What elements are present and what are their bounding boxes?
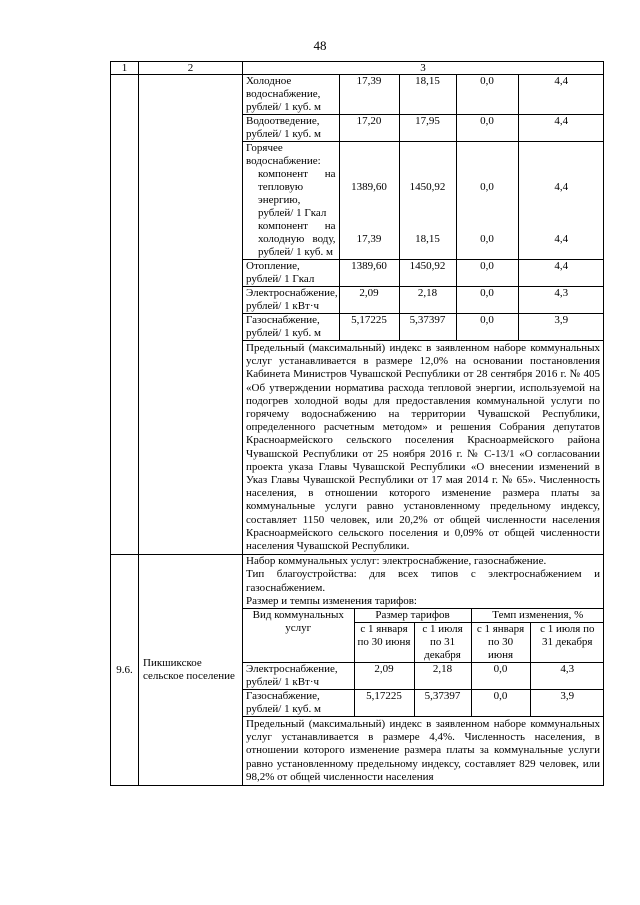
tariff-value: 4,4 <box>518 260 604 287</box>
tariff-value: 3,9 <box>530 690 604 717</box>
tariff-label: Водоотведение, рублей/ 1 куб. м <box>243 115 339 142</box>
column-subheader: с 1 июля по 31 декабря <box>414 623 471 663</box>
tariff-value: 1450,92 <box>399 260 456 287</box>
tariff-value: 17,39 <box>356 233 382 245</box>
continuation-row <box>111 75 604 555</box>
tariff-title: Размер и темпы изменения тарифов: <box>246 594 417 607</box>
tariff-value: 5,37397 <box>414 690 471 717</box>
table-row <box>243 115 604 142</box>
paragraph-index-2: Предельный (максимальный) индекс в заявленном наборе коммунальных услуг устанавливается в размере 4,4%. Численность населения, в отношении которого изменение размера платы за коммунальные услуги равно установленному предельному индексу, составляет 829 человек, или 98,2% от общей численности населения <box>246 718 600 783</box>
table-row-hot-water <box>243 142 604 260</box>
hot-water-component-2: компонент на холодную воду, рублей/ 1 куб. м <box>258 220 336 258</box>
tariff-value: 2,18 <box>414 663 471 690</box>
header-col-1: 1 <box>111 62 139 75</box>
tariff-value: 4,3 <box>518 287 604 314</box>
tariff-value: 2,18 <box>399 287 456 314</box>
header-col-2: 2 <box>139 62 243 75</box>
tariff-value: 4,4 <box>518 75 604 115</box>
column-subheader: с 1 июля по 31 декабря <box>530 623 604 663</box>
tariff-value: 17,39 <box>339 75 399 115</box>
tariff-value: 1389,60 <box>339 260 399 287</box>
hot-water-component-1: компонент на тепловую энергию, рублей/ 1 Гкал <box>258 168 336 219</box>
tariff-table-2 <box>243 608 604 717</box>
tariff-value: 5,17225 <box>339 314 399 341</box>
tariff-label: Газоснабжение, рублей/ 1 куб. м <box>243 314 339 341</box>
tariff-value: 5,17225 <box>354 690 414 717</box>
tariff-value: 5,37397 <box>399 314 456 341</box>
tariff-value: 0,0 <box>471 663 530 690</box>
improvement-text: Тип благоустройства: для всех типов с электроснабжением и газоснабжением. <box>246 568 600 594</box>
tariff-value: 0,0 <box>471 690 530 717</box>
tariff-label: Электроснабжение, рублей/ 1 кВт·ч <box>243 663 354 690</box>
header-col-3: 3 <box>243 62 604 75</box>
table-row <box>243 75 604 115</box>
paragraph-index-1: Предельный (максимальный) индекс в заявленном наборе коммунальных услуг устанавливается в размере 12,0% на основании постановления Кабинета Министров Чувашской Республики от 28 сентября 2016 г. № 405 «Об утверждении норматива расхода тепловой энергии, используемой на подогрев холодной воды для предоставления коммунальной услуги по горячему водоснабжению на территории Чувашской Республики, определенного расчетным методом» и решения Собрания депутатов Красноармейского сельского поселения Красноармейского района Чувашской Республики от 25 ноября 2016 г. № С-13/1 «О согласовании проекта указа Главы Чувашской Республики «О внесении изменений в Указ Главы Чувашской Республики от 17 мая 2014 г. № 65». Численность населения, в отношении которого изменение размера платы за коммунальные услуги равно установленному предельному индексу, составляет 1150 человек, или 20,2% от общей численности населения Красноармейского сельского поселения и 0,09% от общей численности населения Чувашской Республики. <box>246 342 600 553</box>
tariff-value: 0,0 <box>456 115 518 142</box>
tariff-value: 0,0 <box>480 181 494 193</box>
main-table <box>110 61 604 786</box>
section-number: 9.6. <box>111 555 139 786</box>
services-text: Набор коммунальных услуг: электроснабжение, газоснабжение. <box>246 555 547 568</box>
tariff-value: 4,4 <box>518 115 604 142</box>
column-subheader: с 1 января по 30 июня <box>354 623 414 663</box>
tariff-value: 2,09 <box>354 663 414 690</box>
tariff-value: 4,4 <box>554 181 569 193</box>
continuation-content <box>243 75 604 555</box>
tariff-value: 3,9 <box>518 314 604 341</box>
hot-water-title: Горячее водоснабжение: <box>246 142 321 167</box>
tariff-value: 0,0 <box>480 233 494 245</box>
tariff-label: Газоснабжение, рублей/ 1 куб. м <box>243 690 354 717</box>
tariff-value: 0,0 <box>456 287 518 314</box>
header-row <box>111 62 604 75</box>
column-header-size: Размер тарифов <box>354 609 471 623</box>
column-header-service: Вид коммунальных услуг <box>243 609 354 663</box>
tariff-value: 18,15 <box>415 233 440 245</box>
tariff-value: 1450,92 <box>409 181 446 193</box>
tariff-value: 4,4 <box>554 233 569 245</box>
page-number: 48 <box>313 38 327 53</box>
section-row-9-6 <box>111 555 604 786</box>
tariff-value: 0,0 <box>456 75 518 115</box>
tariff-value: 2,09 <box>339 287 399 314</box>
table-row <box>243 690 604 717</box>
tariff-value: 18,15 <box>399 75 456 115</box>
tariff-label: Электроснабжение, рублей/ 1 кВт·ч <box>243 287 339 314</box>
table-row <box>243 260 604 287</box>
column-subheader: с 1 января по 30 июня <box>471 623 530 663</box>
tariff-label: Холодное водоснабжение, рублей/ 1 куб. м <box>243 75 339 115</box>
table-row <box>243 287 604 314</box>
section-name: Пикшикское сельское поселение <box>139 555 243 786</box>
tariff-value: 17,95 <box>399 115 456 142</box>
tariff-table-1 <box>243 75 604 341</box>
tariff-value: 17,20 <box>339 115 399 142</box>
tariff-value: 1389,60 <box>351 181 387 193</box>
tariff-value: 0,0 <box>456 260 518 287</box>
table-header-row <box>243 609 604 623</box>
tariff-value: 4,3 <box>530 663 604 690</box>
tariff-value: 0,0 <box>456 314 518 341</box>
table-row <box>243 314 604 341</box>
table-row <box>243 663 604 690</box>
section-content <box>243 555 604 786</box>
column-header-rate: Темп изменения, % <box>471 609 604 623</box>
tariff-label: Отопление, рублей/ 1 Гкал <box>243 260 339 287</box>
